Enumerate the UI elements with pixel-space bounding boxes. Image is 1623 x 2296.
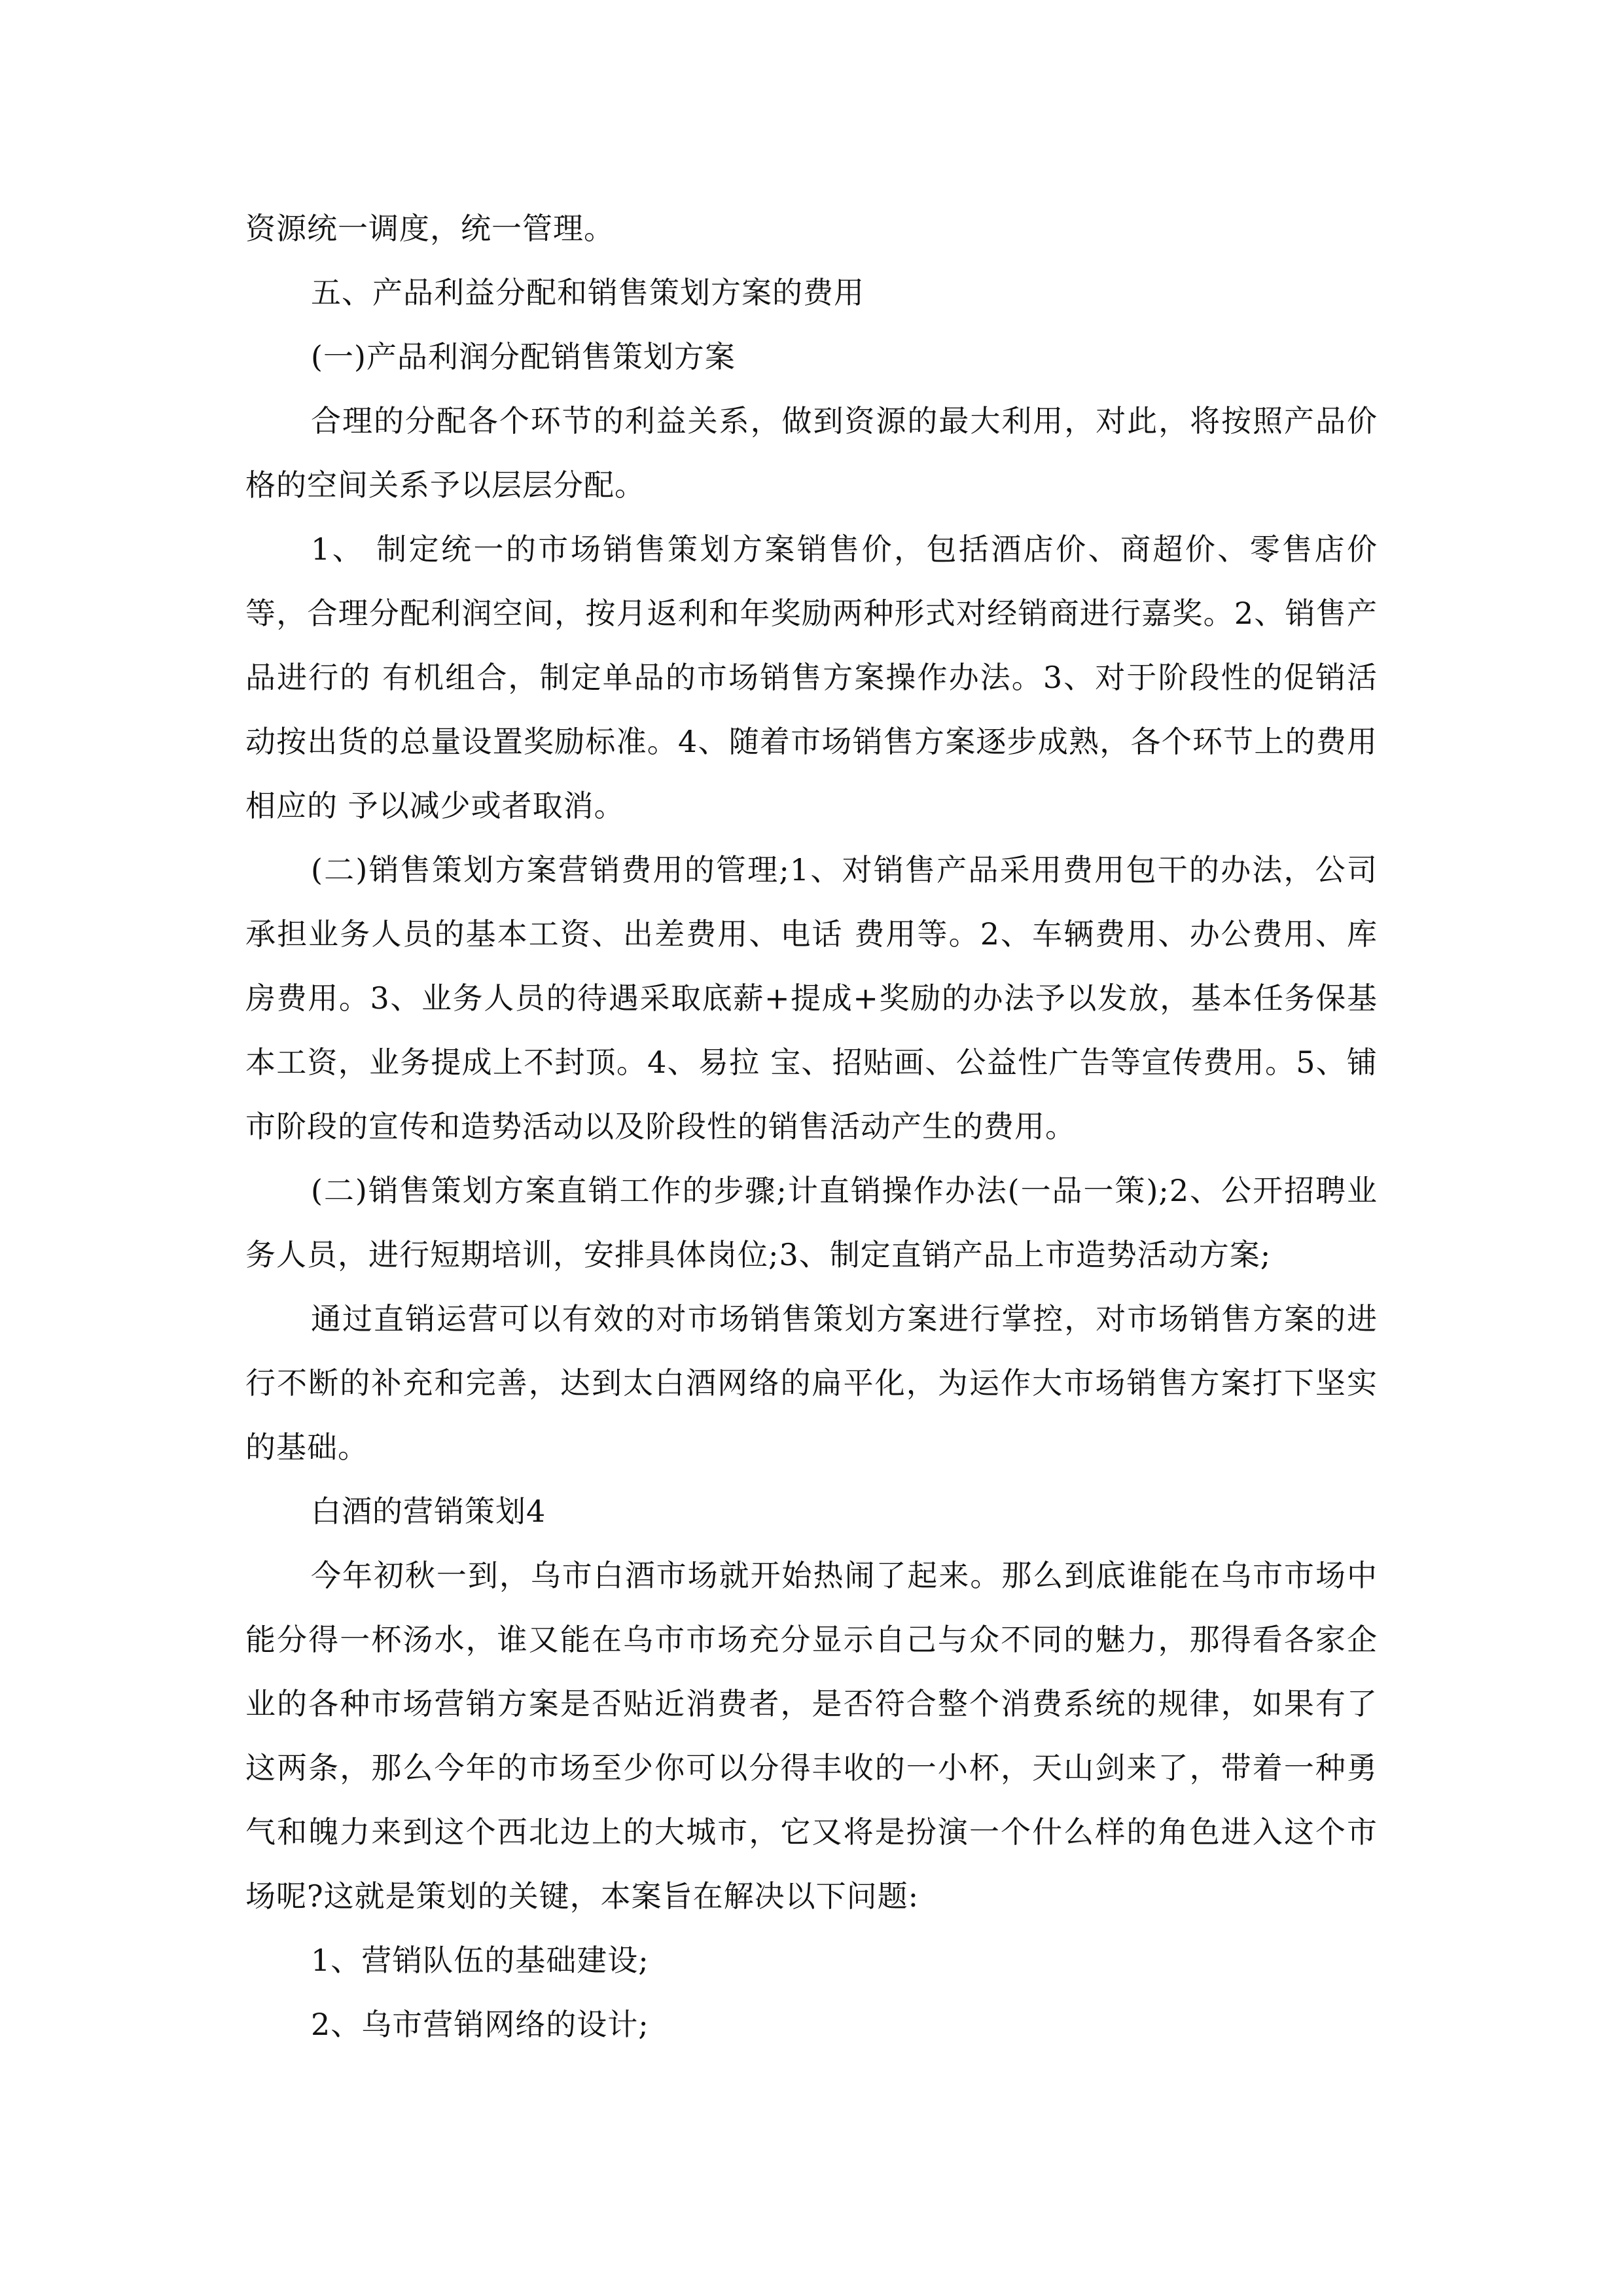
section-heading: 五、产品利益分配和销售策划方案的费用	[311, 275, 865, 310]
paragraph: 1、 制定统一的市场销售策划方案销售价，包括酒店价、商超价、零售店价等，合理分配利润空间，按月返利和年奖励两种形式对经销商进行嘉奖。2、销售产品进行的 有机组合，制定单品的市场销售方案操作办法。3、对于阶段性的促销活动按出货的总量设置奖励标准。4、随着市场销售方案逐步成熟，各个环节上的费用相应的 予以减少或者取消。	[245, 531, 1378, 823]
paragraph: 合理的分配各个环节的利益关系，做到资源的最大利用，对此，将按照产品价格的空间关系予以层层分配。	[245, 403, 1378, 503]
paragraph: (二)销售策划方案营销费用的管理;1、对销售产品采用费用包干的办法，公司承担业务人员的基本工资、出差费用、电话 费用等。2、车辆费用、办公费用、库房费用。3、业务人员的待遇采取底薪+提成+奖励的办法予以发放，基本任务保基本工资，业务提成上不封顶。4、易拉 宝、招贴画、公益性广告等宣传费用。5、铺市阶段的宣传和造势活动以及阶段性的销售活动产生的费用。	[245, 852, 1378, 1144]
list-item: 1、营销队伍的基础建设;	[311, 1943, 649, 1978]
section-heading: 白酒的营销策划4	[311, 1494, 546, 1529]
paragraph: 今年初秋一到，乌市白酒市场就开始热闹了起来。那么到底谁能在乌市市场中能分得一杯汤水，谁又能在乌市市场充分显示自己与众不同的魅力，那得看各家企业的各种市场营销方案是否贴近消费者，是否符合整个消费系统的规律，如果有了这两条，那么今年的市场至少你可以分得丰收的一小杯，天山剑来了，带着一种勇气和魄力来到这个西北边上的大城市，它又将是扮演一个什么样的角色进入这个市场呢?这就是策划的关键，本案旨在解决以下问题:	[245, 1558, 1378, 1914]
list-item: 2、乌市营销网络的设计;	[311, 2007, 649, 2042]
document-body	[245, 196, 1378, 2056]
subsection-heading: (一)产品利润分配销售策划方案	[311, 339, 736, 374]
paragraph: (二)销售策划方案直销工作的步骤;计直销操作办法(一品一策);2、公开招聘业务人员，进行短期培训，安排具体岗位;3、制定直销产品上市造势活动方案;	[245, 1173, 1378, 1272]
paragraph: 资源统一调度，统一管理。	[245, 211, 615, 246]
paragraph: 通过直销运营可以有效的对市场销售策划方案进行掌控，对市场销售方案的进行不断的补充和完善，达到太白酒网络的扁平化，为运作大市场销售方案打下坚实的基础。	[245, 1301, 1378, 1465]
